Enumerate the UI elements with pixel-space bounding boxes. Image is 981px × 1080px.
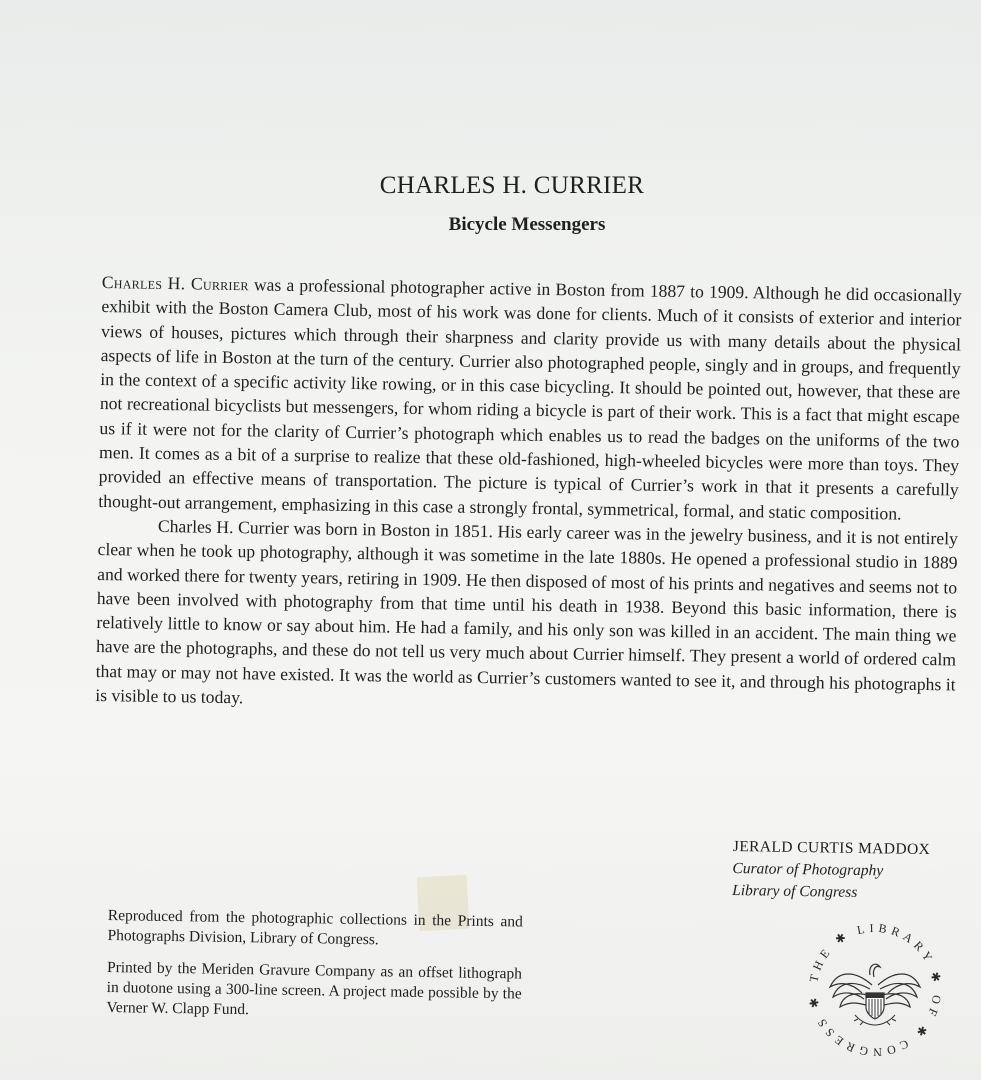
essay-paragraph-1 xyxy=(98,270,962,526)
essay-body xyxy=(95,270,962,721)
essay-paragraph-2: Charles H. Currier was born in Boston in 1851. His early career was in the jewelry business, and it is not entirely clear when he took up photography, although it was sometime in the late 1880s. He opened a professional studio in 1889 and worked there for twenty years, retiring in 1909. He then disposed of most of his prints and negatives and seems not to have been involved with photography from that time until his death in 1938. Beyond this basic information, there is relatively little to know or say about him. He had a family, and his only son was killed in an accident. The main thing we have are the photographs, and these do not tell us very much about Currier himself. They present a world of ordered calm that may or may not have existed. It was the world as Currier’s customers wanted to see it, and through his photographs it is visible to us today. xyxy=(95,515,959,708)
page-subtitle: Bicycle Messengers xyxy=(448,214,606,235)
author-organization: Library of Congress xyxy=(732,881,858,901)
credit-printed: Printed by the Meriden Gravure Company as an offset lithograph in duotone using a 300-line screen. A project made possible by the Verner W. Clapp Fund. xyxy=(106,958,523,1019)
author-name: JERALD CURTIS MADDOX xyxy=(732,837,931,859)
library-of-congress-seal-icon xyxy=(800,915,950,1065)
essay-paragraph-1-text: was a professional photographer active in Boston from 1887 to 1909. Although he did occasionally exhibit with the Boston Camera Club, most of his work was done for clients. Much of it consists of exterior and interior views of houses, pictures which through their sharpness and clarity provide us with many details about the physical aspects of life in Boston at the turn of the century. Currier also photographed people, singly and in groups, and frequently in the context of a specific activity like rowing, or in this case bicycling. It should be pointed out, however, that these are not recreational bicyclists but messengers, for whom riding a bicycle is part of their work. This is a fact that might escape us if it were not for the clarity of Currier’s photograph which enables us to read the badges on the uniforms of the two men. It comes as a bit of a surprise to realize that these old-fashioned, high-wheeled bicycles were more than toys. They provided an effective means of transportation. The picture is typical of Currier’s work in that it presents a carefully thought-out arrangement, emphasizing in this case a strongly frontal, symmetrical, formal, and static composition. xyxy=(98,274,962,524)
author-title: Curator of Photography xyxy=(732,859,884,880)
credits-block xyxy=(106,906,523,1037)
page-title: CHARLES H. CURRIER xyxy=(379,172,645,199)
essay-lead-name: Charles H. Currier xyxy=(101,271,249,295)
shield-chief xyxy=(866,993,884,998)
credit-reproduced: Reproduced from the photographic collections in the Prints and Photographs Division, Library of Congress. xyxy=(107,906,523,949)
signature-block xyxy=(732,836,930,905)
seal-ring-text: THE ✱ LIBRARY ✱ OF ✱ CONGRESS ✱ xyxy=(805,920,945,1060)
